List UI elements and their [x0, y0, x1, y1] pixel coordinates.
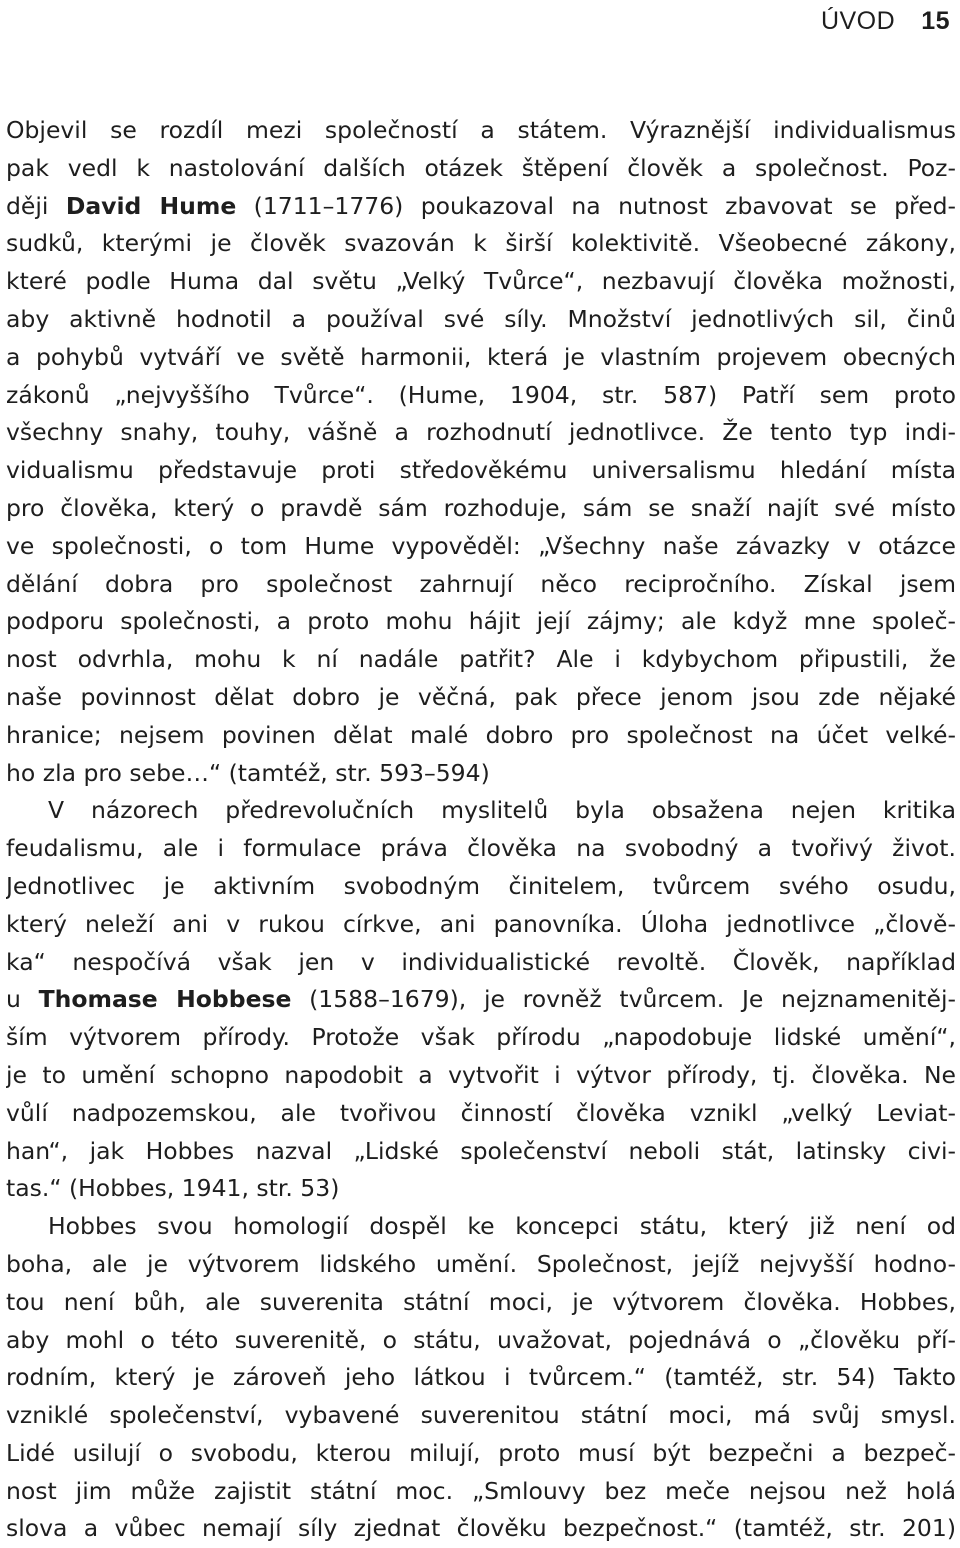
text-line: ve společnosti, o tom Hume vypověděl: „Všechny naše závazky v otázce	[6, 531, 956, 560]
text-line: nost odvrhla, mohu k ní nadále patřit? Ale i kdybychom připustili, že	[6, 645, 956, 674]
text-line: aby aktivně hodnotil a používal své síly. Množství jednotlivých sil, činů	[6, 304, 956, 333]
text-line: aby mohl o této suverenitě, o státu, uvažovat, pojednává o „člověku pří-	[6, 1325, 956, 1354]
text-line: dělání dobra pro společnost zahrnují něco recipročního. Získal jsem	[6, 569, 956, 598]
running-header	[821, 6, 950, 36]
text-line	[6, 188, 956, 226]
person-name: Thomase Hobbese	[38, 985, 292, 1014]
text-line: tou není bůh, ale suverenita státní moci, je výtvorem člověka. Hobbes,	[6, 1287, 956, 1316]
text-line: ším výtvorem přírody. Protože však přírodu „napodobuje lidské umění“,	[6, 1023, 956, 1052]
body-text	[6, 112, 956, 1548]
text-line: vůlí nadpozemskou, ale tvořivou činností člověka vznikl „velký Leviat-	[6, 1098, 956, 1127]
text-line: rodním, který je zároveň jeho látkou i tvůrcem.“ (tamtéž, str. 54) Takto	[6, 1363, 956, 1392]
text-line: naše povinnost dělat dobro je věčná, pak přece jenom jsou zde nějaké	[6, 682, 956, 711]
text-line: Jednotlivec je aktivním svobodným činitelem, tvůrcem svého osudu,	[6, 871, 956, 900]
text-line: který neleží ani v rukou církve, ani panovníka. Úloha jednotlivce „člově-	[6, 909, 956, 938]
text-line: všechny snahy, touhy, vášně a rozhodnutí jednotlivce. Že tento typ indi-	[6, 418, 956, 447]
text-line: vzniklé společenství, vybavené suverenitou státní moci, má svůj smysl.	[6, 1401, 956, 1430]
text-line: ho zla pro sebe…“ (tamtéž, str. 593–594)	[6, 758, 490, 787]
text-line: han“, jak Hobbes nazval „Lidské společenství neboli stát, latinsky civi-	[6, 1136, 956, 1165]
text-line: Hobbes svou homologií dospěl ke koncepci státu, který již není od	[48, 1212, 956, 1241]
page-number: 15	[921, 7, 950, 35]
text-line: které podle Huma dal světu „Velký Tvůrce“, nezbavují člověka možnosti,	[6, 267, 956, 296]
text-line: nost jim může zajistit státní moc. „Smlouvy bez meče nejsou než holá	[6, 1476, 956, 1505]
text-line: pak vedl k nastolování dalších otázek štěpení člověk a společnost. Poz-	[6, 153, 956, 182]
section-title: ÚVOD	[820, 7, 896, 35]
text-line: sudků, kterými je člověk svazován k širší kolektivitě. Všeobecné zákony,	[6, 229, 956, 258]
text-line: feudalismu, ale i formulace práva člověka na svobodný a tvořivý život.	[6, 834, 956, 863]
text-line: V názorech předrevolučních myslitelů byla obsažena nejen kritika	[48, 796, 956, 825]
text-line: podporu společnosti, a proto mohu hájit její zájmy; ale když mne společ-	[6, 607, 956, 636]
text-line: a pohybů vytváří ve světě harmonii, která je vlastním projevem obecných	[6, 342, 956, 371]
text-line: hranice; nejsem povinen dělat malé dobro pro společnost na účet velké-	[6, 720, 956, 749]
text-line	[6, 981, 956, 1019]
text-line: pro člověka, který o pravdě sám rozhoduje, sám se snaží najít své místo	[6, 493, 956, 522]
text-segment: (1588–1679), je rovněž tvůrcem. Je nejznamenitěj-	[291, 985, 956, 1014]
text-line: slova a vůbec nemají síly zjednat člověku bezpečnost.“ (tamtéž, str. 201)	[6, 1514, 956, 1543]
text-segment: ději	[6, 191, 66, 220]
text-line: Lidé usilují o svobodu, kterou milují, proto musí být bezpečni a bezpeč-	[6, 1438, 956, 1467]
text-line: ka“ nespočívá však jen v individualistické revoltě. Člověk, například	[6, 947, 956, 976]
text-line: vidualismu představuje proti středověkému universalismu hledání místa	[6, 456, 956, 485]
text-segment: u	[6, 985, 39, 1014]
text-segment: (1711–1776) poukazoval na nutnost zbavovat se před-	[236, 191, 956, 220]
person-name: David Hume	[65, 191, 237, 220]
text-line: je to umění schopno napodobit a vytvořit i výtvor přírody, tj. člověka. Ne	[6, 1060, 956, 1089]
text-line: tas.“ (Hobbes, 1941, str. 53)	[6, 1174, 340, 1203]
text-line: zákonů „nejvyššího Tvůrce“. (Hume, 1904, str. 587) Patří sem proto	[6, 380, 956, 409]
text-line: boha, ale je výtvorem lidského umění. Společnost, jejíž nejvyšší hodno-	[6, 1249, 956, 1278]
text-line: Objevil se rozdíl mezi společností a státem. Výraznější individualismus	[6, 116, 956, 144]
